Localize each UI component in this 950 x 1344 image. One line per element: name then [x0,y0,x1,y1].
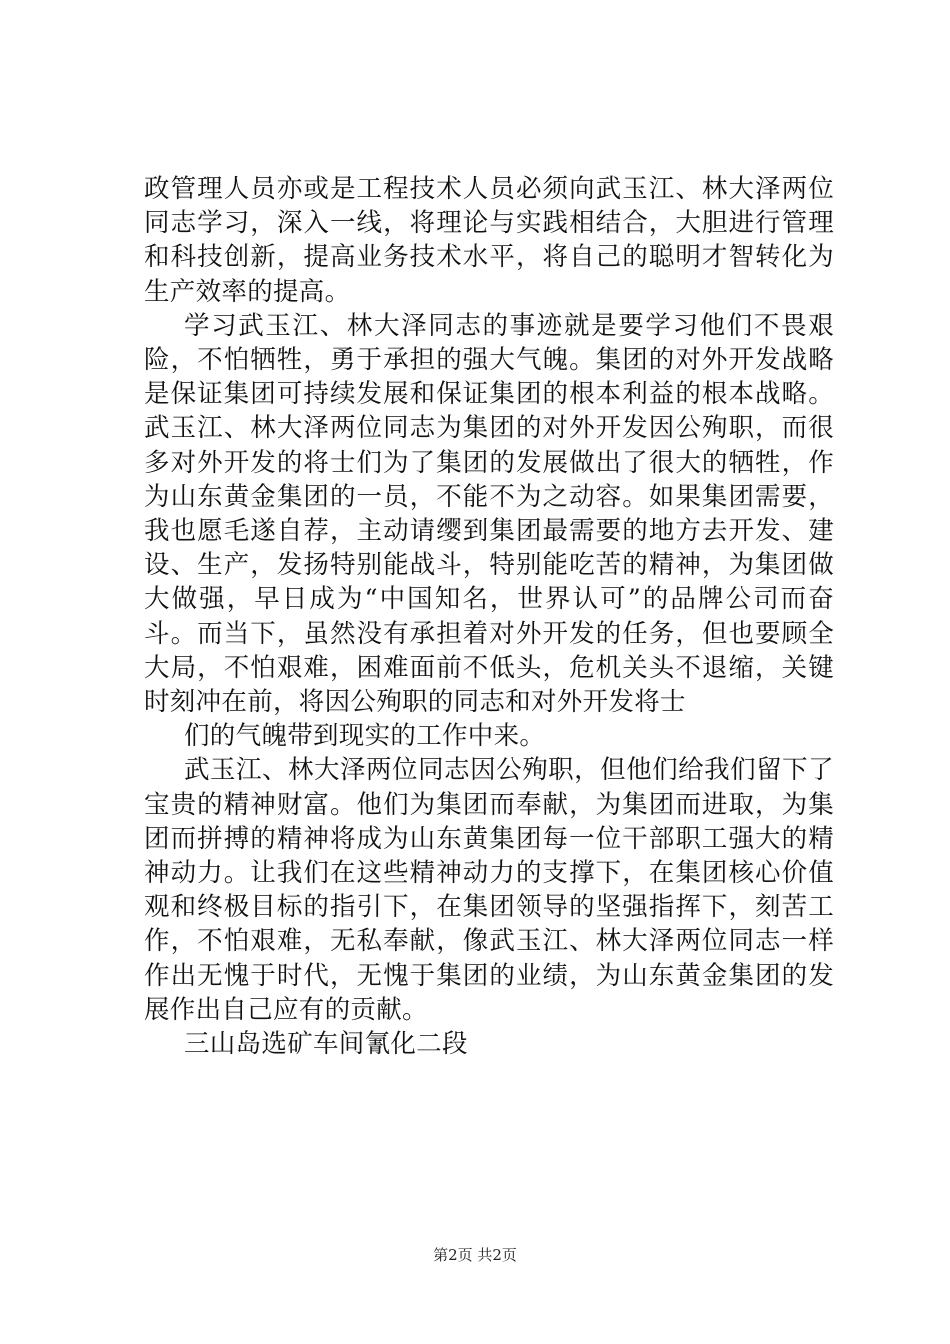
paragraph-legacy: 武玉江、林大泽两位同志因公殉职，但他们给我们留下了宝贵的精神财富。他们为集团而奉献，为集团而进取，为集团而拼搏的精神将成为山东黄集团每一位干部职工强大的精神动力。让我们在这些精神动力的支撑下，在集团核心价值观和终极目标的指引下，在集团领导的坚强指挥下，刻苦工作，不怕艰难，无私奉献，像武玉江、林大泽两位同志一样作出无愧于时代，无愧于集团的业绩，为山东黄金集团的发展作出自己应有的贡献。 [144,755,834,1025]
paragraph-fragment: 们的气魄带到现实的工作中来。 [184,721,546,752]
signature-department: 三山岛选矿车间氰化二段 [184,1029,468,1060]
page-footer: 第2页 共2页 [433,1246,517,1264]
document-body [144,172,834,1061]
paragraph-learning-spirit: 学习武玉江、林大泽同志的事迹就是要学习他们不畏艰险，不怕牺牲，勇于承担的强大气魄。集团的对外开发战略是保证集团可持续发展和保证集团的根本利益的根本战略。武玉江、林大泽两位同志为集团的对外开发因公殉职，而很多对外开发的将士们为了集团的发展做出了很大的牺牲，作为山东黄金集团的一员，不能不为之动容。如果集团需要，我也愿毛遂自荐，主动请缨到集团最需要的地方去开发、建设、生产，发扬特别能战斗，特别能吃苦的精神，为集团做大做强，早日成为“中国知名，世界认可”的品牌公司而奋斗。而当下，虽然没有承担着对外开发的任务，但也要顾全大局，不怕艰难，困难面前不低头，危机关头不退缩，关键时刻冲在前，将因公殉职的同志和对外开发将士 [144,310,834,718]
paragraph-continuation: 政管理人员亦或是工程技术人员必须向武玉江、林大泽两位同志学习，深入一线，将理论与实践相结合，大胆进行管理和科技创新，提高业务技术水平，将自己的聪明才智转化为生产效率的提高。 [144,174,834,307]
